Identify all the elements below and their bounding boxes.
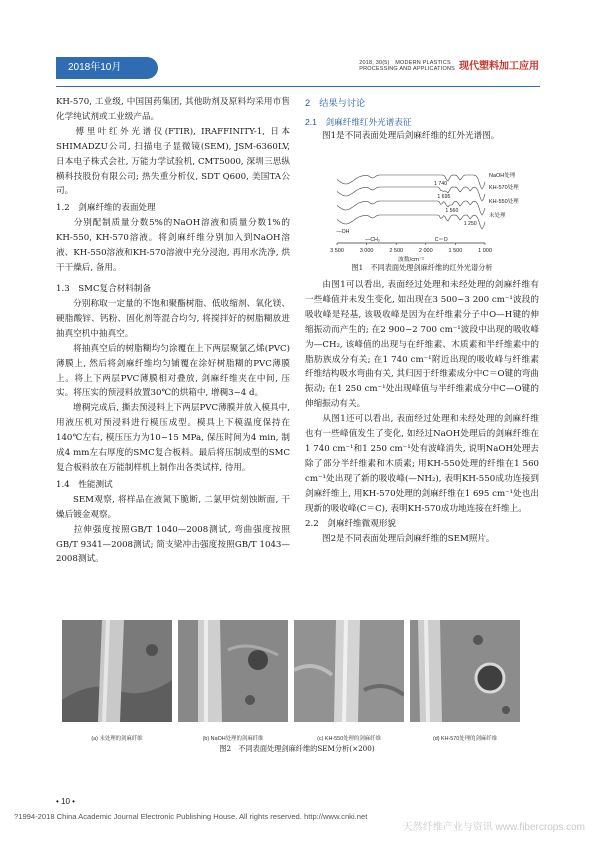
ftir-chart-svg [323,161,537,267]
copyright-line [14,812,367,821]
paragraph-smc-mix: 分别称取一定量的不饱和聚酯树脂、低收缩剂、氧化镁、硬脂酸锌、钙粉、固化剂等混合均匀, 将搅拌好的树脂糊放进抽真空机中抽真空。 [56,298,290,339]
section-heading-2: 2 结果与讨论 [305,98,366,108]
x-tick-label: 1 000 [478,248,492,254]
paragraph-test-standards: 拉伸强度按照GB/T 1040—2008测试, 弯曲强度按照GB/T 9341—2008测试; 简支梁冲击强度按照GB/T 1043—2008测试。 [56,524,290,565]
sem-caption-c: (c) KH-550处理的剑麻纤维 [317,736,381,742]
right-column-body [305,278,539,546]
page-number: • 10 • [56,797,75,806]
x-tick-label: 3 000 [359,248,374,254]
sem-caption-b: (b) NaOH处理的剑麻纤维 [202,736,264,742]
sem-caption-d: (d) KH-570处理的剑麻纤维 [432,736,498,742]
paragraph-ftir-analysis: 由图1可以看出, 表面经过处理和未经处理的剑麻纤维有一些峰值并未发生变化, 如出现在3 500~3 200 cm⁻¹波段的吸收峰是羟基, 该吸收峰是因为在纤维素分子中O—H键的伸缩振动而产生的; 在2 900~2 700 cm⁻¹波段中出现的吸收峰为—CH₂, 该峰值的出现与在纤维素、木质素和半纤维素中的脂肪族成分有关; 在1 740 cm⁻¹附近出现的吸收峰与纤维素纤维结构吸水弯曲有关, 其归因于纤维素成分中C＝O键的弯曲振动; 在1 250 cm⁻¹处出现峰值与半纤维素成分中C—O键的伸缩振动有关。 [305,280,539,410]
paragraph-smc-molding: 增稠完成后, 撕去预浸料上下两层PVC薄膜并放入模具中, 用液压机对预浸料进行模压成型。模具上下模温度保持在140℃左右, 模压压力为10~15 MPa, 保压时间为4 min, 制成4 mm左右厚度的SMC复合板料。最后将压制成型的SMC复合板料放在万能制样机上制作出各类试样, 待用。 [56,403,290,473]
paragraph-materials: KH-570, 工业级, 中国国药集团, 其他助剂及原料均采用市售化学纯试剂或工业级产品。 [56,97,290,122]
sem-image-kh550 [294,620,404,722]
chart-annotation: 1 250 [463,221,477,227]
issue-number: 2018, 30(5) [359,59,390,66]
paragraph-fig2-intro: 图2是不同表面处理后剑麻纤维的SEM照片。 [322,533,495,544]
sem-caption-a: (a) 未处理的剑麻纤维 [91,736,143,742]
figure-1-caption: 图1 不同表面处理剑麻纤维的红外光谱分析 [351,263,493,272]
copyright-text: ?1994-2018 China Academic Journal Electronic Publishing House. All rights reserved. [14,812,302,821]
header-date-badge: 2018年10月 [56,57,158,79]
chart-annotation: —CH₂ [365,237,380,243]
x-tick-label: 1 500 [448,248,463,254]
x-tick-label: 2 000 [418,248,433,254]
chart-annotation: —OH [336,229,350,235]
series-label: NaOH处理 [489,173,516,179]
ftir-chart [323,161,537,267]
left-column [56,95,290,567]
sem-image-untreated [62,620,172,722]
section-heading-1-3: 1.3 SMC复合材料制备 [56,283,152,294]
section-heading-1-4: 1.4 性能测试 [56,479,113,490]
section-heading-1-2: 1.2 剑麻纤维的表面处理 [56,203,156,214]
paragraph-instruments: 傅里叶红外光谱仪(FTIR), IRAFFINITY-1, 日本SHIMADZU公司, 扫描电子显微镜(SEM), JSM-6360LV, 日本电子株式会社, 万能力学试验机, CMT5000, 深圳三思纵横科技股份有限公司; 热失重分析仪, SDT Q600, 美国TA公司。 [56,126,290,197]
journal-english-2: PROCESSING AND APPLICATIONS [359,65,455,72]
journal-header [359,57,539,72]
journal-english-1: MODERN PLASTICS [395,59,451,66]
header-rule [56,86,540,87]
chart-annotation: C＝O [434,237,448,243]
chart-annotation: 1 740 [434,181,448,187]
series-label: KH-550处理 [489,199,519,205]
right-column-top [305,95,539,144]
figure-2-caption: 图2 不同表面处理剑麻纤维的SEM分析(×200) [219,744,375,753]
paragraph-ftir-changes: 从图1还可以看出, 表面经过处理和未经处理的剑麻纤维也有一些峰值发生了变化, 如经过NaOH处理后的剑麻纤维在1 740 cm⁻¹和1 250 cm⁻¹处有波峰消失, 说明NaOH处理去除了部分半纤维素和木质素; 用KH-550处理的纤维在1 560 cm⁻¹处出现了新的吸收峰(—NH₂), 表明KH-550成功连接到剑麻纤维上, 用KH-570处理的剑麻纤维在1 695 cm⁻¹处也出现新的吸收峰(C＝C), 表明KH-570成功地连接在纤维上。 [305,414,539,514]
journal-logo: 现代塑料加工应用 [459,61,539,72]
sem-image-naoh [178,620,288,722]
chart-annotation: 1 695 [437,194,451,200]
paragraph-smc-coating: 将抽真空后的树脂糊均匀涂覆在上下两层聚氯乙烯(PVC)薄膜上, 然后将剑麻纤维均匀铺覆在涂好树脂糊的PVC薄膜上。将上下两层PVC薄膜相对叠放, 剑麻纤维夹在中间, 压实。将压实的预浸料放置30℃的烘箱中, 增稠3~4 d。 [56,343,290,399]
watermark-text: 天然纤维产业与资讯 www.fibercrops.com [402,822,585,833]
series-label: KH-570处理 [489,185,519,191]
x-tick-label: 3 500 [330,248,344,254]
chart-annotation: 1 560 [445,208,459,214]
paragraph-sem-observation: SEM观察, 将样品在液氮下脆断, 二氯甲烷刻蚀断面, 干燥后镀金观察。 [56,494,290,520]
series-line-1 [337,187,485,201]
section-heading-2-1: 2.1 剑麻纤维红外光谱表征 [305,117,412,127]
section-heading-2-2: 2.2 剑麻纤维微观形貌 [305,518,397,529]
sem-image-kh570 [410,620,520,722]
paragraph-fig1-intro: 图1是不同表面处理后剑麻纤维的红外光谱图。 [322,131,500,141]
paragraph-surface-treatment: 分别配制质量分数5%的NaOH溶液和质量分数1%的KH-550, KH-570溶液。将剑麻纤维分别加入到NaOH溶液、KH-550溶液和KH-570溶液中充分浸泡, 再用水洗净, 烘干干燥后, 备用。 [56,218,290,274]
x-axis-label: 波数/cm⁻¹ [398,257,424,263]
x-tick-label: 2 500 [389,248,404,254]
cnki-link[interactable]: http://www.cnki.net [304,812,368,821]
series-line-2 [337,201,485,215]
series-label: 未处理 [489,213,506,219]
